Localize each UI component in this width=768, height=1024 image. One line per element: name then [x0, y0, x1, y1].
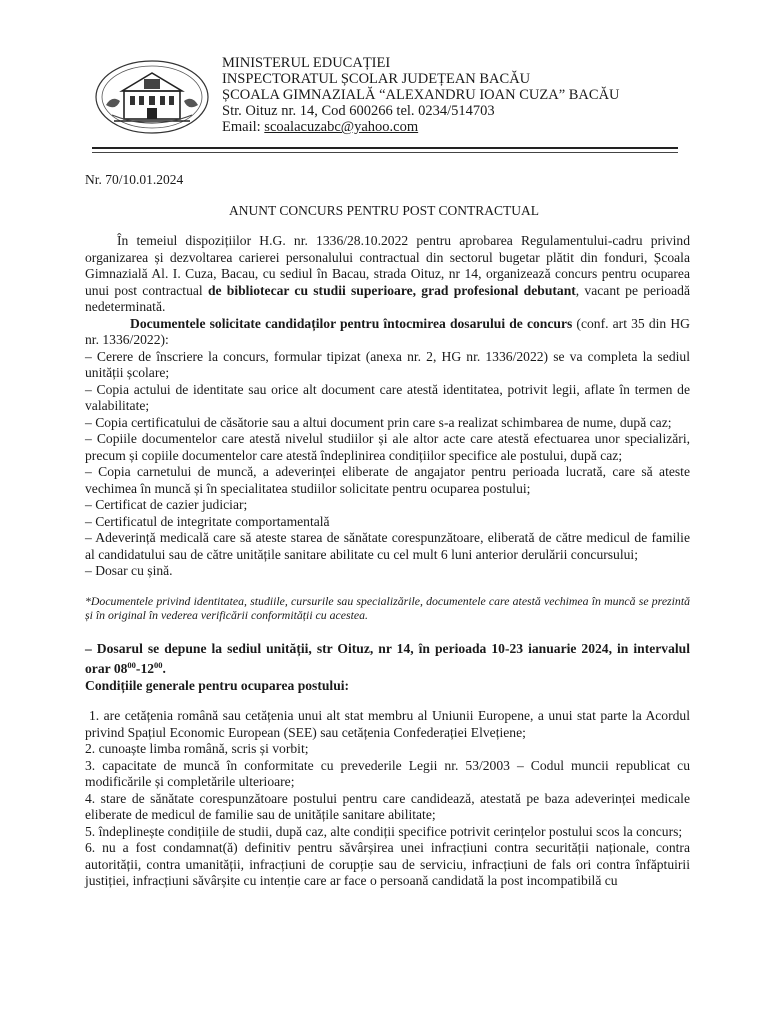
condition-item: 1. are cetățenia română sau cetățenia unui alt stat membru al Uniunii Europene, a unui stat parte la Acordul privind Spațiul Economic European (SEE) sau cetățenia Confederației Elvețiene;: [85, 708, 690, 740]
document-number: Nr. 70/10.01.2024: [85, 172, 184, 187]
condition-item: 6. nu a fost condamnat(ă) definitiv pentru săvârșirea unei infracțiuni contra securității naționale, contra autorității, contra umanității, infracțiuni de corupție sau de serviciu, infracțiuni de fals ori contra înfăptuirii justiției, infracțiuni săvârșite cu intenție care ar face o persoană candidată la post incompatibilă cu: [85, 840, 690, 888]
document-item: – Cerere de înscriere la concurs, formular tipizat (anexa nr. 2, HG nr. 1336/2022) se va completa la sediul unității școlare;: [85, 348, 690, 380]
condition-item: 5. îndeplinește condițiile de studii, după caz, alte condiții specifice potrivit cerințelor postului scos la concurs;: [85, 823, 683, 839]
document-item: – Certificatul de integritate comportamentală: [85, 513, 330, 529]
condition-item: 3. capacitate de muncă în conformitate cu prevederile Legii nr. 53/2003 – Codul muncii republicat cu modificările și completările ulterioare;: [85, 757, 690, 789]
letterhead: [92, 55, 692, 145]
inspectorate-line: INSPECTORATUL ȘCOLAR JUDEȚEAN BACĂU: [222, 71, 531, 87]
document-title: ANUNT CONCURS PENTRU POST CONTRACTUAL: [228, 203, 540, 218]
intro-text-end: , vacant pe perioadă nedeterminată.: [85, 282, 691, 314]
ministry-line: MINISTERUL EDUCAȚIEI: [222, 55, 391, 71]
spacer: [85, 694, 690, 708]
intro-text: În temeiul dispozițiilor H.G. nr. 1336/28.10.2022 pentru aprobarea Regulamentului-cadru privind organizarea și dezvoltarea carierei personalului contractual din sectorul bugetar plătit din fonduri, Școala Gimnazială Al. I. Cuza, Bacau, cu sediul în Bacau, strada Oituz, nr 14, organizează concurs pentru ocuparea unui post contractual: [85, 233, 690, 298]
document-item: – Dosar cu șină.: [85, 563, 173, 578]
document-item: – Certificat de cazier judiciar;: [85, 497, 248, 512]
deposit-paragraph: [85, 641, 690, 678]
email-link[interactable]: scoalacuzabc@yahoo.com: [264, 119, 419, 135]
document-item: – Copia carnetului de muncă, a adeverinței eliberate de angajator pentru perioada lucrată, care să ateste vechimea în muncă și în specialitatea studiilor solicitate pentru ocuparea postului;: [85, 464, 690, 496]
document-item: – Copiile documentelor care atestă nivelul studiilor și ale altor acte care atestă efectuarea unor specializări, precum și copiile documentelor care atestă îndeplinirea condițiilor specifice ale postului, după caz;: [85, 431, 690, 463]
address-line: Str. Oituz nr. 14, Cod 600266 tel. 0234/514703: [222, 103, 495, 119]
conditions-heading: [85, 678, 690, 695]
deposit-sup-start: 00: [127, 660, 136, 670]
intro-post-bold: de bibliotecar cu studii superioare, grad profesional debutant: [207, 282, 576, 298]
deposit-main: – Dosarul se depune la sediul unității, str Oituz, nr 14, în perioada 10-23 ianuarie 2024, in intervalul orar 08: [85, 640, 690, 676]
spacer: [85, 623, 690, 641]
documents-note: *Documentele privind identitatea, studiile, cursurile sau specializările, documentele care atestă vechimea în muncă se prezintă și în original în vederea verificării conformității cu acestea.: [85, 593, 690, 622]
conditions-heading-text: Condițiile generale pentru ocuparea postului:: [85, 677, 350, 693]
document-item: – Copia certificatului de căsătorie sau a altui document prin care s-a realizat schimbarea de nume, după caz;: [85, 414, 672, 430]
deposit-sup-end: 00: [154, 660, 163, 670]
deposit-end: .: [162, 661, 166, 676]
letterhead-text: [222, 55, 692, 135]
deposit-text: [85, 641, 690, 677]
deposit-mid: -12: [135, 661, 155, 676]
document-body: [85, 233, 690, 890]
email-label: Email:: [222, 119, 265, 135]
documents-heading-rest: (conf. art 35 din HG nr. 1336/2022):: [85, 315, 690, 347]
header-rule-thick: [92, 147, 678, 149]
school-line: ȘCOALA GIMNAZIALĂ “ALEXANDRU IOAN CUZA” BACĂU: [222, 87, 620, 103]
school-building-logo: [92, 55, 212, 135]
header-rule-thin: [92, 152, 678, 153]
intro-paragraph: [85, 233, 690, 316]
documents-heading: [85, 316, 690, 349]
condition-item: 2. cunoaște limba română, scris și vorbit;: [85, 741, 309, 756]
condition-item: 4. stare de sănătate corespunzătoare postului pentru care candidează, atestată pe baza adeverinței medicale eliberate de medicul de familie sau de unitățile sanitare abilitate;: [85, 790, 690, 822]
document-item: – Copia actului de identitate sau orice alt document care atestă identitatea, potrivit legii, aflate în termen de valabilitate;: [85, 381, 690, 413]
spacer: [85, 580, 690, 594]
email-line: [222, 119, 692, 135]
documents-heading-bold: Documentele solicitate candidaților pentru întocmirea dosarului de concurs: [130, 315, 573, 331]
document-item: – Adeverință medicală care să ateste starea de sănătate corespunzătoare, eliberată de către medicul de familie al candidatului sau de către unitățile sanitare abilitate cu cel mult 6 luni anterior derulării concursului;: [85, 530, 690, 562]
